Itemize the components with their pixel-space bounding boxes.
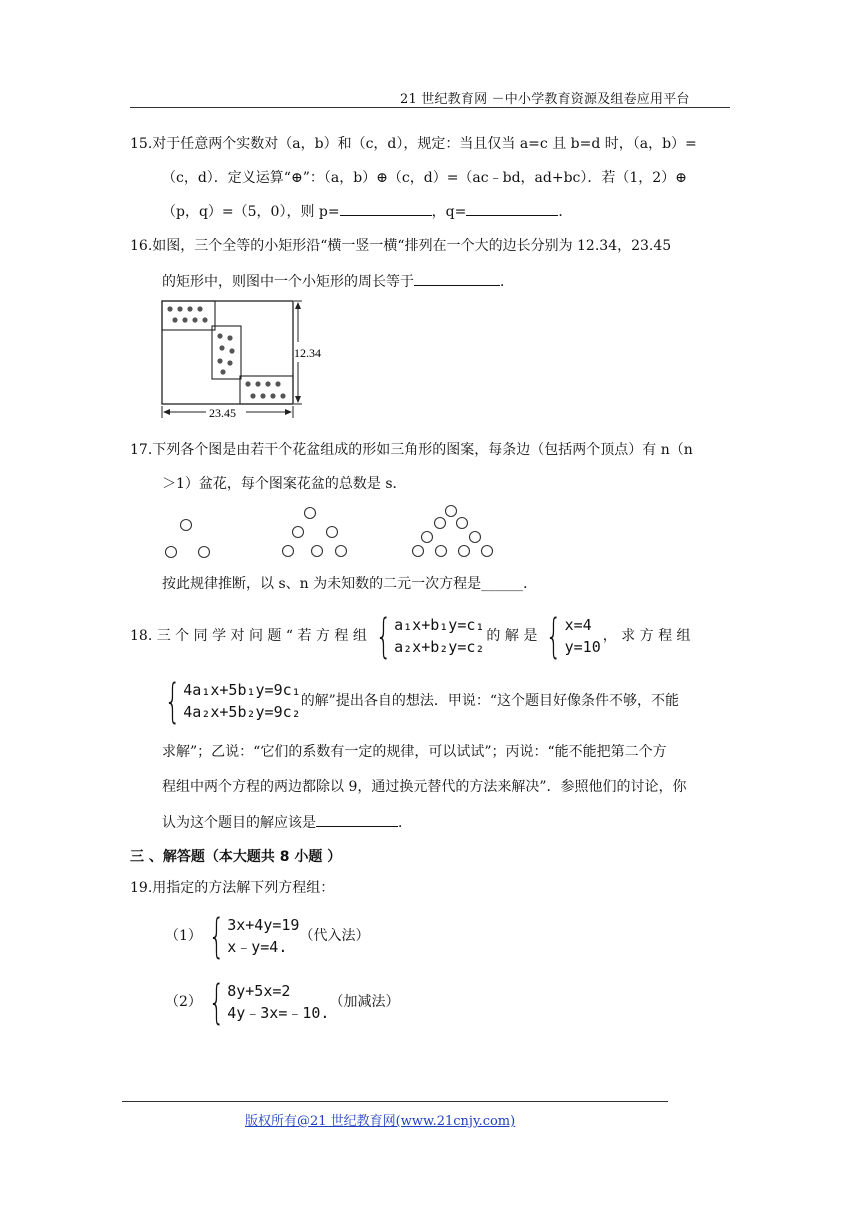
q16-line2 (162, 271, 514, 292)
q18-solution (539, 609, 601, 663)
page-header: 21 世纪教育网 －中小学教育资源及组卷应用平台 (400, 92, 690, 107)
q15-line3 (162, 201, 572, 222)
q16-text: 的矩形中，则图中一个小矩形的周长等于 (162, 274, 414, 290)
q19-p1-eq1: 3x+4y=19 (227, 916, 300, 934)
q19-p2-label: （2） (165, 994, 202, 1010)
q19-p1-method: （代入法） (299, 928, 370, 944)
q15-period: ． (558, 204, 573, 220)
q17-period: ． (523, 576, 538, 592)
q16-rectangle-figure (156, 296, 331, 422)
q19-part1 (165, 910, 369, 962)
q18-sol-y: y=10 (564, 638, 601, 656)
q15-text-q: ，q= (431, 204, 467, 220)
q18-blank (316, 812, 398, 827)
q17-flowerpot-patterns (158, 502, 503, 564)
q15-line1: 15.对于任意两个实数对（a，b）和（c，d），规定：当且仅当 a=c 且 b=d 时，（a，b）= (130, 136, 697, 152)
small-rect-top (162, 301, 215, 330)
q19-p1-label: （1） (165, 928, 202, 944)
q17-blank: ______ (481, 576, 524, 592)
q18-system-2 (158, 674, 301, 728)
q18-period: ． (398, 815, 412, 831)
q18-line5 (162, 812, 412, 833)
header-divider (130, 107, 730, 108)
q17-text: 按此规律推断，以 s、n 为未知数的二元一次方程是 (162, 576, 482, 592)
small-rect-middle (212, 326, 241, 379)
q18-line4: 程组中两个方程的两边都除以 9，通过换元替代的方法来解决”．参照他们的讨论，你 (162, 779, 687, 795)
height-label: 12.34 (294, 346, 321, 360)
q18-mid: 的 解 是 (486, 628, 538, 644)
flower-pattern-icon (167, 306, 285, 398)
brace-icon: { (208, 975, 225, 1029)
q19-part2 (165, 976, 399, 1028)
q18-line2-text: 的解”提出各自的想法．甲说：“这个题目好像条件不够，不能 (300, 693, 680, 709)
section-title: 三 、解答题（本大题共 8 小题 ） (130, 849, 342, 865)
small-rect-bottom (240, 376, 293, 404)
q18-sol-x: x=4 (564, 616, 592, 634)
big-rectangle (162, 301, 293, 404)
q15-line2: （c，d）．定义运算“⊕”：（a，b）⊕（c，d）=（ac﹣bd，ad+bc）．若（1，2）⊕ (162, 170, 687, 186)
q19-p2-eq2: 4y﹣3x=﹣10. (227, 1004, 330, 1022)
q18-sys2-eq2: 4a₂x+5b₂y=9c₂ (183, 703, 301, 721)
q16-blank (414, 271, 500, 286)
q15-blank-q (466, 201, 558, 216)
width-label: 23.45 (209, 406, 236, 420)
q18-lead: 18. 三 个 同 学 对 问 题 “ 若 方 程 组 (130, 628, 367, 644)
q18-sys2-eq1: 4a₁x+5b₁y=9c₁ (183, 681, 301, 699)
q18-system-1 (369, 609, 485, 663)
q16-period: ． (500, 274, 514, 290)
q17-line3 (162, 574, 537, 594)
q18-tail: ， 求 方 程 组 (602, 628, 691, 644)
brace-icon: { (164, 674, 181, 728)
q18-sys1-eq2: a₂x+b₂y=c₂ (394, 638, 485, 656)
footer-copyright-link[interactable]: 版权所有@21 世纪教育网(www.21cnjy.com) (245, 1114, 516, 1129)
q15-blank-p (340, 201, 432, 216)
brace-icon: { (208, 909, 225, 963)
q15-text: （p，q）=（5，0），则 p= (162, 204, 340, 220)
q17-line2: ＞1）盆花，每个图案花盆的总数是 s． (162, 476, 407, 492)
q19-p2-eq1: 8y+5x=2 (227, 982, 291, 1000)
q17-line1: 17.下列各个图是由若干个花盆组成的形如三角形的图案，每条边（包括两个顶点）有 n（n (130, 442, 693, 458)
q19-p1-eq2: x﹣y=4. (227, 938, 288, 956)
q19-p1-system (202, 909, 300, 963)
q18-text: 认为这个题目的解应该是 (162, 815, 316, 831)
q18-line1 (130, 607, 691, 665)
footer-divider (122, 1101, 668, 1102)
q19-p2-method: （加减法） (329, 994, 400, 1010)
q19-p2-system (202, 975, 330, 1029)
q18-line3: 求解”；乙说：“它们的系数有一定的规律，可以试试”；丙说：“能不能把第二个方 (162, 744, 667, 760)
q18-line2 (158, 672, 679, 730)
q19-title: 19.用指定的方法解下列方程组： (130, 880, 335, 896)
brace-icon: { (375, 609, 392, 663)
q18-sys1-eq1: a₁x+b₁y=c₁ (394, 616, 485, 634)
brace-icon: { (545, 609, 563, 663)
q16-line1: 16.如图，三个全等的小矩形沿“横一竖一横“排列在一个大的边长分别为 12.34，23.45 (130, 238, 672, 254)
